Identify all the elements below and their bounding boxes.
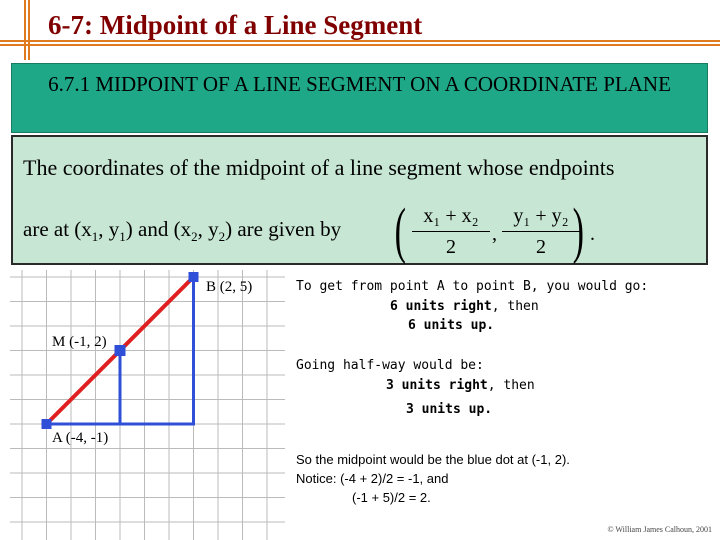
definition-box bbox=[11, 135, 708, 265]
decorative-rule-left-2 bbox=[28, 0, 30, 60]
page-title: 6-7: Midpoint of a Line Segment bbox=[48, 10, 423, 40]
decorative-rule-top-2 bbox=[0, 44, 720, 46]
section-heading-box bbox=[11, 63, 708, 133]
definition-line-2 bbox=[23, 217, 341, 245]
definition-line-1: The coordinates of the midpoint of a line segment whose endpoints bbox=[23, 155, 615, 180]
formula-comma: , bbox=[492, 223, 497, 245]
definition-text: are at (x bbox=[23, 217, 92, 241]
left-paren: ( bbox=[394, 197, 407, 265]
decorative-rule-left bbox=[24, 0, 26, 60]
subscript: 1 bbox=[119, 229, 126, 245]
definition-text: , y bbox=[98, 217, 120, 241]
explain-line: Going half-way would be: bbox=[296, 358, 484, 373]
definition-text: , y bbox=[197, 217, 219, 241]
explain-line: Notice: (-4 + 2)/2 = -1, and bbox=[296, 471, 449, 486]
explain-line: (-1 + 5)/2 = 2. bbox=[352, 490, 431, 505]
explain-bold: 3 units right bbox=[386, 378, 488, 393]
midpoint-dot bbox=[115, 345, 126, 356]
x-fraction bbox=[412, 205, 490, 260]
definition-text: ) are given by bbox=[225, 217, 342, 241]
right-paren: ) bbox=[572, 197, 585, 265]
explain-text: , then bbox=[487, 378, 535, 393]
point-b-dot bbox=[189, 272, 199, 282]
coordinate-graph bbox=[10, 270, 285, 540]
explain-line: 3 units up. bbox=[406, 402, 493, 417]
x-denominator: 2 bbox=[446, 236, 456, 258]
point-b-label: B (2, 5) bbox=[206, 279, 253, 295]
grid-lines bbox=[10, 270, 285, 540]
fraction-bar bbox=[412, 231, 490, 232]
subscript: 2 bbox=[191, 229, 198, 245]
explain-bold: 6 units right bbox=[390, 299, 492, 314]
definition-text: ) and (x bbox=[125, 217, 192, 241]
section-heading: 6.7.1 MIDPOINT OF A LINE SEGMENT ON A COORDINATE PLANE bbox=[48, 72, 671, 96]
subscript: 2 bbox=[218, 229, 226, 245]
explain-line: 6 units up. bbox=[408, 318, 495, 333]
y-numerator: y₁ + y₂ bbox=[513, 205, 569, 227]
explain-line bbox=[386, 378, 535, 393]
point-m-label: M (-1, 2) bbox=[52, 334, 107, 350]
point-a-label: A (-4, -1) bbox=[52, 430, 109, 446]
explain-text: , then bbox=[491, 299, 539, 314]
copyright-notice: © William James Calhoun, 2001 bbox=[607, 525, 712, 534]
point-a-dot bbox=[42, 419, 52, 429]
explain-line bbox=[390, 299, 539, 314]
explain-line: So the midpoint would be the blue dot at (-1, 2). bbox=[296, 452, 570, 467]
y-fraction bbox=[502, 205, 580, 260]
explain-line: To get from point A to point B, you would go: bbox=[296, 279, 649, 294]
midpoint-formula bbox=[394, 197, 598, 265]
subscript: 1 bbox=[91, 229, 99, 245]
fraction-bar bbox=[502, 231, 580, 232]
formula-period: . bbox=[590, 223, 595, 245]
y-denominator: 2 bbox=[536, 236, 546, 258]
x-numerator: x₁ + x₂ bbox=[423, 205, 479, 227]
